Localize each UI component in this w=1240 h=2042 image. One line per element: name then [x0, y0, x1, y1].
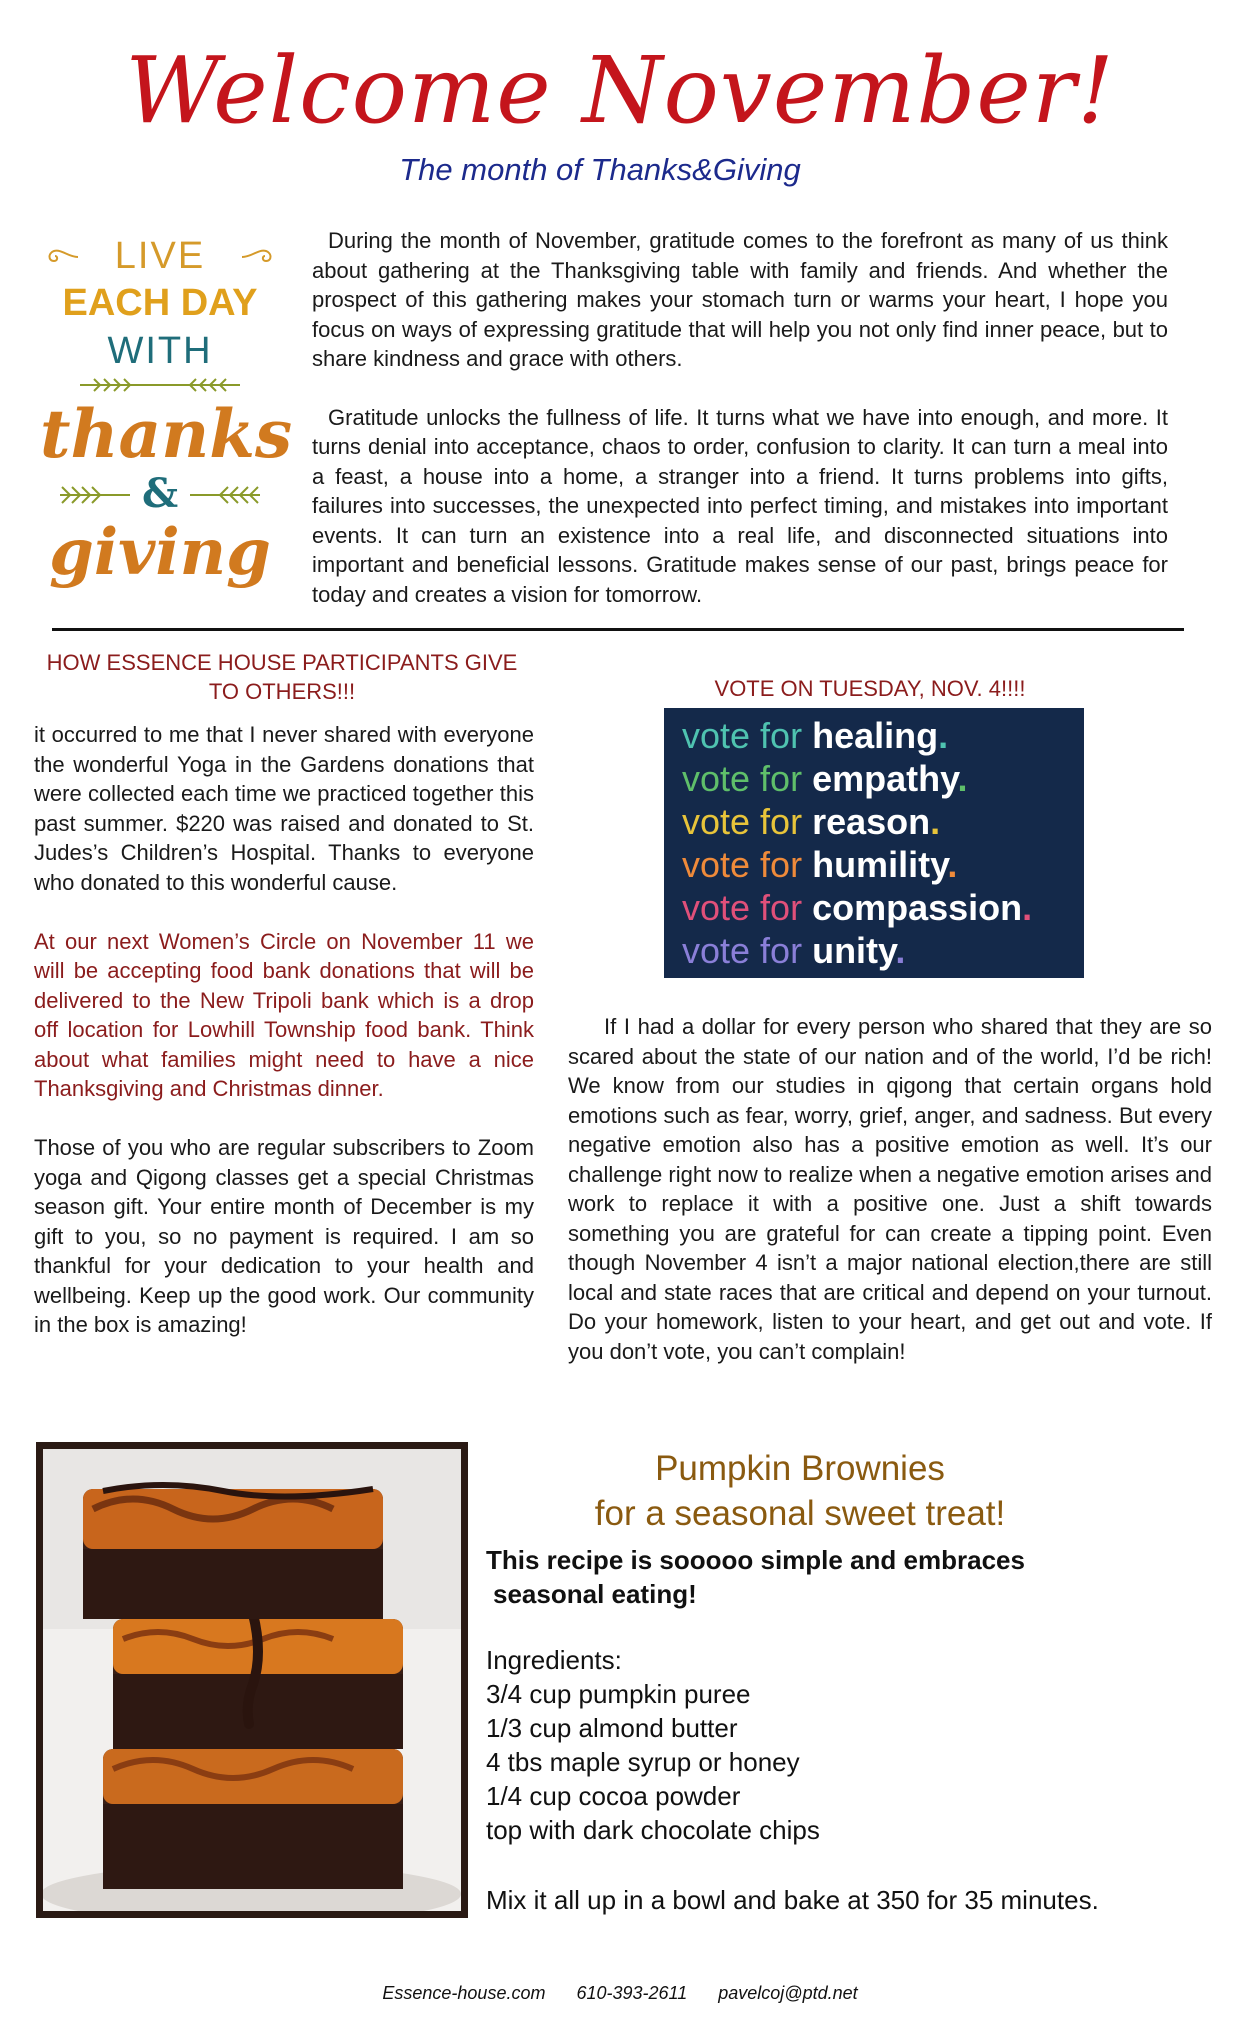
footer-website-link[interactable]: Essence-house.com — [382, 1983, 546, 2003]
footer-phone: 610-393-2611 — [576, 1983, 688, 2003]
recipe-title-line: Pumpkin Brownies — [655, 1449, 945, 1488]
vote-word: unity — [812, 930, 896, 971]
page-subtitle: The month of Thanks&Giving — [399, 152, 801, 187]
vote-prefix: vote for — [682, 887, 803, 928]
intro-paragraph: Gratitude unlocks the fullness of life. It turns what we have into enough, and more. It turns denial into acceptance, chaos to order, confusion to clarity. It can turn a meal into a feast, a house into a home, a stranger into a friend. It turns problems into gifts, failures into successes, the unexpected into perfect timing, and mistakes into important events. It can turn an existence into a real life, and disconnected situations into important and beneficial lessons. Gratitude makes sense of our past, brings peace for today and creates a vision for tomorrow. — [312, 404, 1168, 607]
ingredient-item: 1/3 cup almond butter — [486, 1713, 738, 1743]
graphic-live-text: LIVE — [114, 235, 206, 277]
vote-prefix: vote for — [682, 715, 803, 756]
vote-heading: VOTE ON TUESDAY, NOV. 4!!!! — [714, 676, 1026, 701]
recipe-intro-line: This recipe is sooooo simple and embraces — [486, 1545, 1025, 1575]
vote-line: vote for compassion. — [682, 887, 1033, 928]
graphic-ampersand-text: & — [141, 470, 179, 517]
vote-line: vote for unity. — [682, 930, 906, 971]
brownie-stack-image — [43, 1449, 461, 1911]
vote-word: compassion — [812, 887, 1023, 928]
pumpkin-brownies-photo — [36, 1442, 468, 1918]
recipe-intro-line: seasonal eating! — [493, 1579, 697, 1609]
footer-email-link[interactable]: pavelcoj@ptd.net — [718, 1983, 858, 2003]
zoom-gift-paragraph: Those of you who are regular subscribers to Zoom yoga and Qigong classes get a special Christmas season gift. Your entire month of December is my gift to you, so no payment is required. I am so thankful for your dedication to your health and wellbeing. Keep up the good work. Our community in the box is amazing! — [34, 1135, 534, 1337]
right-column — [568, 1012, 1212, 1366]
ingredients-list — [486, 1643, 1186, 1847]
graphic-thanks-text: thanks — [40, 395, 293, 473]
intro-text — [312, 226, 1168, 638]
ingredient-item: top with dark chocolate chips — [486, 1815, 820, 1845]
recipe-method: Mix it all up in a bowl and bake at 350 for 35 minutes. — [486, 1885, 1099, 1915]
ingredient-item: 3/4 cup pumpkin puree — [486, 1679, 751, 1709]
ingredient-item: 4 tbs maple syrup or honey — [486, 1747, 800, 1777]
vote-prefix: vote for — [682, 930, 803, 971]
ingredient-item: 1/4 cup cocoa powder — [486, 1781, 741, 1811]
recipe-title — [560, 1446, 1040, 1536]
vote-for-graphic — [664, 708, 1084, 978]
vote-prefix: vote for — [682, 844, 803, 885]
intro-paragraph: During the month of November, gratitude comes to the forefront as many of us think about gathering at the Thanksgiving table with family and friends. And whether the prospect of this gathering makes your stomach turn or warms your heart, I hope you focus on ways of expressing gratitude that will help you not only find inner peace, but to share kindness and grace with others. — [312, 228, 1168, 371]
page-title: Welcome November! — [125, 37, 1115, 144]
vote-line: vote for humility. — [682, 844, 958, 885]
left-column — [34, 720, 534, 1369]
recipe-subtitle-line: for a seasonal sweet treat! — [594, 1494, 1006, 1533]
graphic-with-text: WITH — [107, 330, 213, 372]
vote-word: healing — [812, 715, 939, 756]
vote-line: vote for empathy. — [682, 758, 968, 799]
graphic-giving-text: giving — [49, 515, 271, 590]
vote-line: vote for reason. — [682, 801, 941, 842]
vote-line: vote for healing. — [682, 715, 949, 756]
food-bank-paragraph: At our next Women’s Circle on November 11 we will be accepting food bank donations that will be delivered to the New Tripoli bank which is a drop off location for Lowhill Township food bank. Think about what families might need to have a nice Thanksgiving and Christmas dinner. — [34, 928, 534, 1101]
sprig-divider-icon — [40, 375, 280, 395]
section-divider — [52, 628, 1184, 631]
vote-prefix: vote for — [682, 801, 803, 842]
vote-word: empathy — [812, 758, 958, 799]
recipe-intro — [486, 1543, 1126, 1611]
ingredients-label: Ingredients: — [486, 1645, 622, 1675]
thanks-giving-graphic — [40, 225, 293, 595]
vote-prefix: vote for — [682, 758, 803, 799]
footer-contact — [0, 1983, 1240, 2004]
vote-paragraph: If I had a dollar for every person who shared that they are so scared about the state of our nation and of the world, I’d be rich! We know from our studies in qigong that certain organs hold emotions such as fear, worry, grief, anger, and sadness. But every negative emotion also has a positive emotion as well. It’s our challenge right now to realize when a negative emotion arises and work to replace it with a positive one. Just a shift towards something you are grateful for can create a tipping point. Even though November 4 isn’t a major national election,there are still local and state races that are critical and depend on your turnout. Do your homework, listen to your heart, and get out and vote. If you don’t vote, you can’t complain! — [568, 1014, 1212, 1364]
yoga-donation-paragraph: it occurred to me that I never shared with everyone the wonderful Yoga in the Gardens donations that were collected each time we practiced together this past summer. $220 was raised and donated to St. Judes’s Children’s Hospital. Thanks to everyone who donated to this wonderful cause. — [34, 722, 534, 895]
participants-heading: HOW ESSENCE HOUSE PARTICIPANTS GIVE TO OTHERS!!! — [46, 650, 518, 704]
vote-word: reason — [812, 801, 931, 842]
graphic-each-day-text: EACH DAY — [62, 282, 258, 324]
vote-word: humility — [812, 844, 948, 885]
